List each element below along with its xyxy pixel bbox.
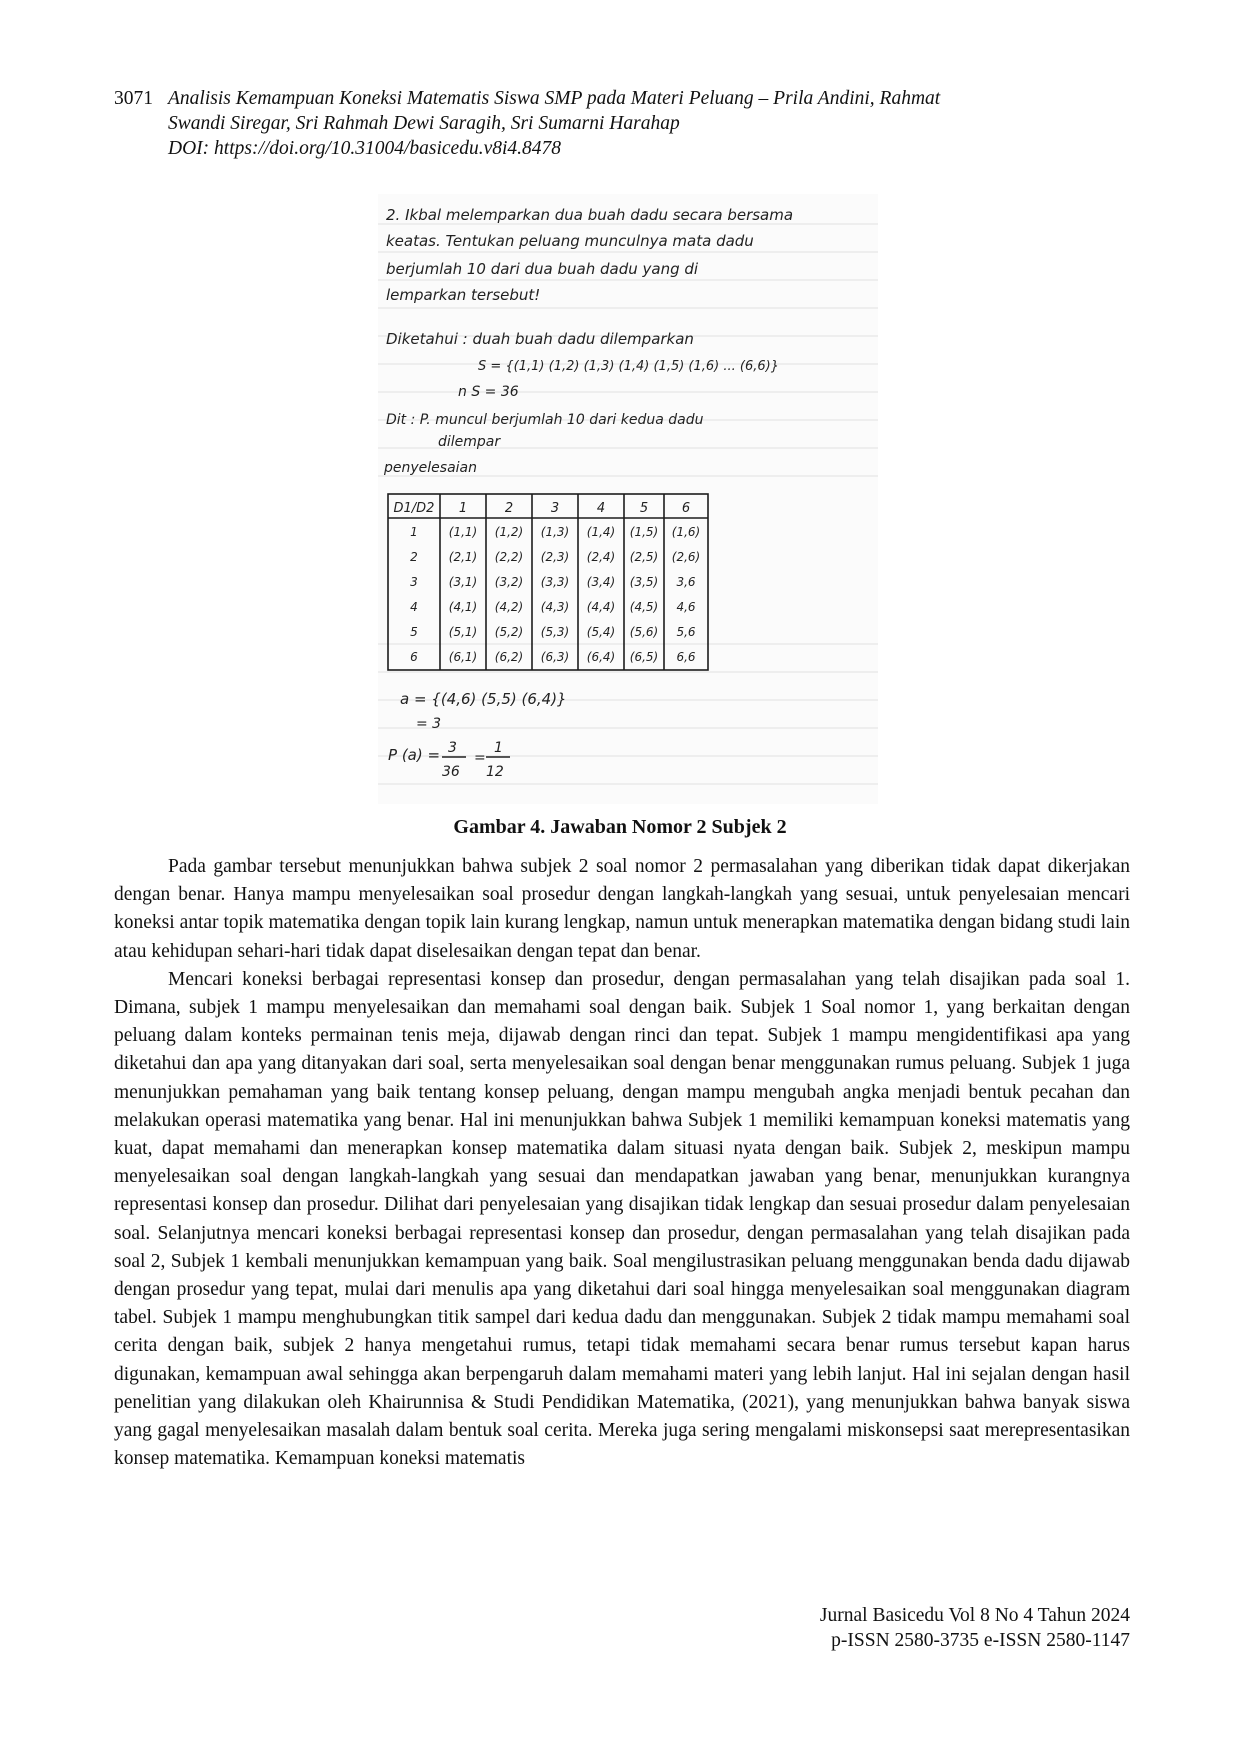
table-cell: (4,1) (448, 600, 478, 614)
ditanya-line-1: Dit : P. muncul berjumlah 10 dari kedua dadu (386, 412, 704, 428)
n-s-line: n S = 36 (458, 384, 519, 400)
table-cell: (1,4) (586, 525, 616, 539)
table-cell: (4,5) (629, 600, 659, 614)
penyelesaian-label: penyelesaian (384, 460, 477, 476)
table-cell: (5,2) (494, 625, 524, 639)
table-cell: (4,2) (494, 600, 524, 614)
table-cell: 4 (410, 600, 418, 614)
table-cell: (2,3) (540, 550, 570, 564)
paragraph-1: Pada gambar tersebut menunjukkan bahwa subjek 2 soal nomor 2 permasalahan yang diberikan tidak dapat dikerjakan dengan benar. Hanya mampu menyelesaikan soal prosedur dengan langkah-langkah yang sesuai, untuk penyelesaian mencari koneksi antar topik matematika dengan topik lain kurang lengkap, namun untuk menerapkan matematika dengan bidang studi lain atau kehidupan sehari-hari tidak dapat diselesaikan dengan tepat dan benar. (114, 856, 1130, 962)
table-cell: 5,6 (676, 625, 696, 639)
table-header-cell: 2 (504, 501, 514, 516)
issn-line: p-ISSN 2580-3735 e-ISSN 2580-1147 (831, 1630, 1130, 1651)
table-cell: (6,1) (448, 650, 478, 664)
table-cell: (2,6) (671, 550, 701, 564)
table-header-cell: D1/D2 (393, 501, 435, 516)
article-title-line1: Analisis Kemampuan Koneksi Matematis Siswa SMP pada Materi Peluang – Prila Andini, Rahmat (168, 88, 941, 109)
table-cell: 4,6 (676, 600, 696, 614)
article-title-line2: Swandi Siregar, Sri Rahmah Dewi Saragih, Sri Sumarni Harahap (168, 113, 680, 134)
problem-line-2: keatas. Tentukan peluang munculnya mata dadu (386, 232, 754, 250)
table-cell: 2 (410, 550, 418, 564)
prob-equals: = (474, 750, 486, 766)
table-cell: (6,3) (540, 650, 570, 664)
problem-line-4: lemparkan tersebut! (386, 286, 541, 304)
table-cell: (1,1) (448, 525, 478, 539)
table-cell: (2,4) (586, 550, 616, 564)
notebook-paper (378, 194, 878, 804)
figure-caption: Gambar 4. Jawaban Nomor 2 Subjek 2 (453, 816, 787, 838)
table-cell: (1,2) (494, 525, 524, 539)
table-cell: 3,6 (676, 575, 696, 589)
table-cell: 3 (410, 575, 418, 589)
table-cell: 6 (410, 650, 418, 664)
paragraph-2: Mencari koneksi berbagai representasi konsep dan prosedur, dengan permasalahan yang telah disajikan pada soal 1. Dimana, subjek 1 mampu menyelesaikan dan memahami soal dengan baik. Subjek 1 Soal nomor 1, yang berkaitan dengan peluang dalam konteks permainan tenis meja, dijawab dengan rinci dan tepat. Subjek 1 mampu mengidentifikasi apa yang diketahui dan apa yang ditanyakan dari soal, serta menyelesaikan soal dengan benar menggunakan rumus peluang. Subjek 1 juga menunjukkan pemahaman yang baik tentang konsep peluang, dengan mampu mengubah angka menjadi bentuk pecahan dan melakukan operasi matematika yang benar. Hal ini menunjukkan bahwa Subjek 1 memiliki kemampuan koneksi matematis yang kuat, dapat memahami dan menerapkan konsep matematika dalam situasi nyata dengan baik. Subjek 2, meskipun mampu menyelesaikan soal dengan langkah-langkah yang sesuai dan mendapatkan jawaban yang benar, menunjukkan kurangnya representasi konsep dan prosedur. Dilihat dari penyelesaian yang disajikan tidak lengkap dan sesuai prosedur dalam penyelesaian soal. Selanjutnya mencari koneksi berbagai representasi konsep dan prosedur, dengan permasalahan yang telah disajikan pada soal 2, Subjek 1 kembali menunjukkan kemampuan yang baik. Soal mengilustrasikan peluang menggunakan benda dadu dijawab dengan prosedur yang tepat, mulai dari menulis apa yang diketahui dari soal hingga menyelesaikan soal menggunakan diagram tabel. Subjek 1 mampu menghubungkan titik sampel dari kedua dadu dan menggunakan. Subjek 2 tidak mampu memahami soal cerita dengan baik, subjek 2 hanya mengetahui rumus, tetapi tidak memahami secara benar rumus tersebut kapan harus digunakan, kemampuan awal sehingga akan berpengaruh dalam memahami materi yang lebih lanjut. Hal ini sejalan dengan hasil penelitian yang dilakukan oleh Khairunnisa & Studi Pendidikan Matematika, (2021), yang menunjukkan bahwa banyak siswa yang gagal menyelesaikan masalah dalam bentuk soal cerita. Mereka juga sering mengalami miskonsepsi saat merepresentasikan konsep matematika. Kemampuan koneksi matematis (114, 968, 1130, 1470)
page-header (114, 86, 1130, 161)
table-cell: (3,4) (586, 575, 616, 589)
table-header-cell: 5 (639, 501, 649, 516)
event-set: a = {(4,6) (5,5) (6,4)} (400, 690, 567, 708)
table-cell: (6,4) (586, 650, 616, 664)
table-cell: (6,5) (629, 650, 659, 664)
table-cell: (1,6) (671, 525, 701, 539)
table-header-cell: 6 (681, 501, 691, 516)
page-number: 3071 (114, 88, 153, 109)
ditanya-line-2: dilempar (438, 434, 501, 450)
table-header-cell: 1 (458, 501, 468, 516)
probability-label: P (a) = (388, 746, 441, 764)
prob-numerator-2: 1 (494, 740, 503, 756)
prob-denominator-1: 36 (442, 764, 460, 780)
table-cell: (3,3) (540, 575, 570, 589)
table-cell: (5,3) (540, 625, 570, 639)
table-header-cell: 3 (550, 501, 560, 516)
table-cell: (2,1) (448, 550, 478, 564)
table-cell: (4,3) (540, 600, 570, 614)
table-cell: (4,4) (586, 600, 616, 614)
table-cell: (1,3) (540, 525, 570, 539)
table-cell: 1 (410, 525, 418, 539)
table-cell: 6,6 (676, 650, 696, 664)
event-count: = 3 (416, 716, 442, 732)
sample-space-line: S = {(1,1) (1,2) (1,3) (1,4) (1,5) (1,6) ... (6,6)} (478, 359, 779, 374)
table-cell: (5,1) (448, 625, 478, 639)
problem-line-1: 2. Ikbal melemparkan dua buah dadu secara bersama (386, 206, 794, 224)
table-cell: 5 (410, 625, 418, 639)
table-cell: (1,5) (629, 525, 659, 539)
page-footer (820, 1603, 1130, 1653)
table-cell: (2,2) (494, 550, 524, 564)
body-text (114, 853, 1130, 1473)
prob-numerator-1: 3 (448, 740, 457, 756)
table-cell: (6,2) (494, 650, 524, 664)
table-cell: (3,1) (448, 575, 478, 589)
table-header-cell: 4 (596, 501, 606, 516)
diketahui-line: Diketahui : duah buah dadu dilemparkan (386, 330, 694, 348)
table-cell: (5,4) (586, 625, 616, 639)
table-cell: (2,5) (629, 550, 659, 564)
prob-denominator-2: 12 (486, 764, 504, 780)
doi-link[interactable]: DOI: https://doi.org/10.31004/basicedu.v8i4.8478 (168, 138, 562, 159)
table-cell: (5,6) (629, 625, 659, 639)
table-cell: (3,2) (494, 575, 524, 589)
problem-line-3: berjumlah 10 dari dua buah dadu yang di (386, 260, 699, 278)
journal-name: Jurnal Basicedu Vol 8 No 4 Tahun 2024 (819, 1605, 1130, 1626)
handwritten-answer-figure (378, 194, 878, 804)
table-cell: (3,5) (629, 575, 659, 589)
